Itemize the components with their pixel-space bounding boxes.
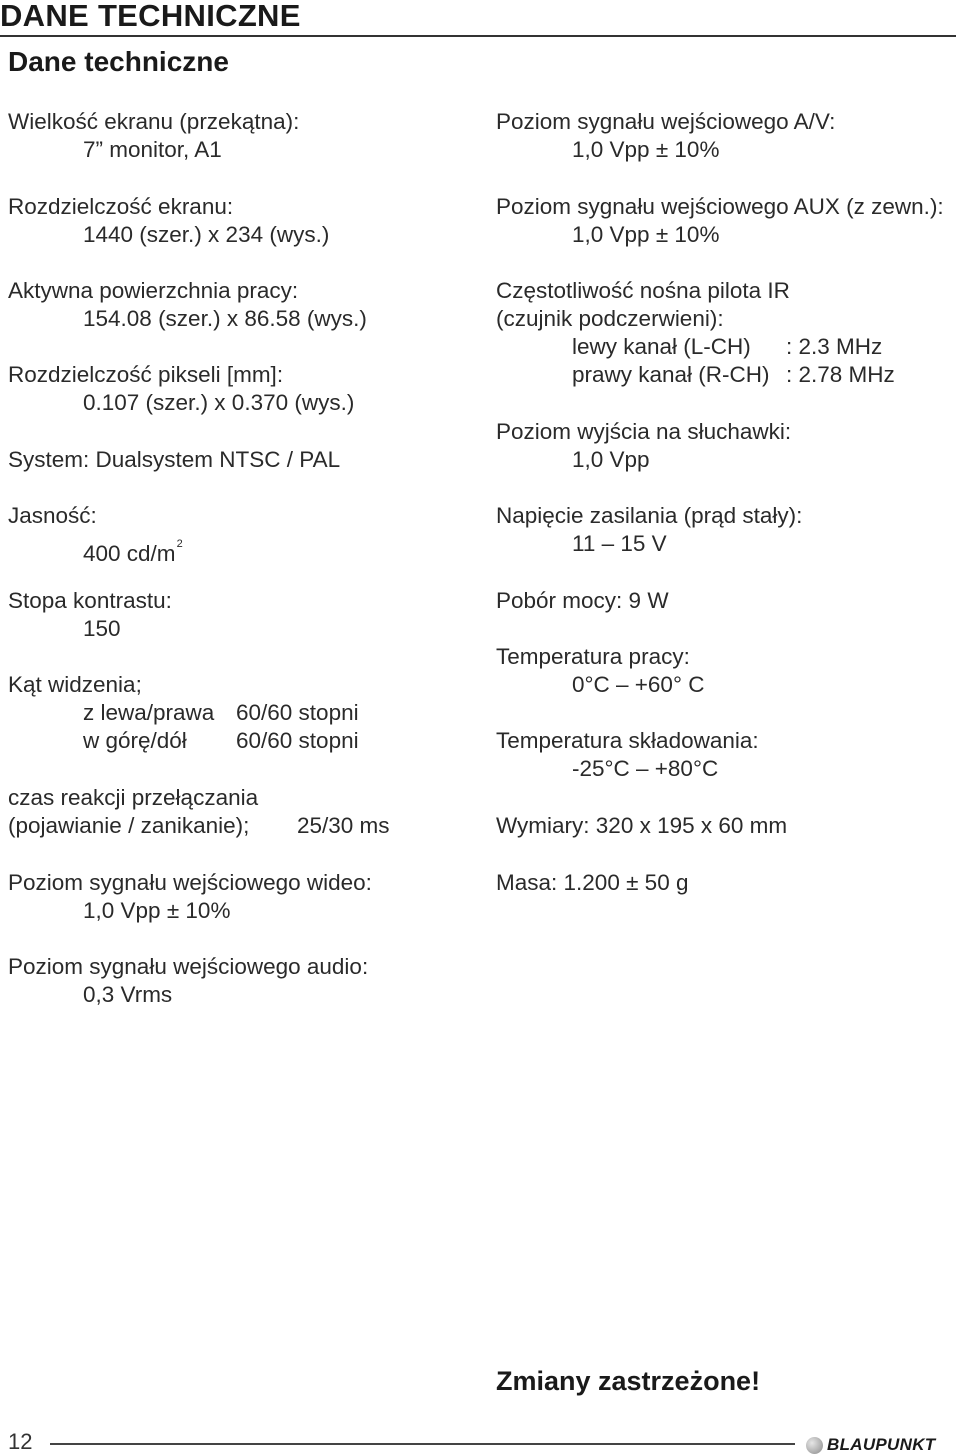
- aux-input-value: 1,0 Vpp ± 10%: [572, 222, 720, 247]
- brightness-value: [83, 530, 183, 568]
- ir-right-channel-value: : 2.78 MHz: [786, 362, 895, 387]
- headphone-output-value: 1,0 Vpp: [572, 447, 650, 472]
- av-input-value: 1,0 Vpp ± 10%: [572, 137, 720, 162]
- ir-left-channel-value: : 2.3 MHz: [786, 334, 883, 359]
- storage-temp-value: -25°C – +80°C: [572, 756, 719, 781]
- ir-right-channel-label: prawy kanał (R-CH): [572, 362, 770, 387]
- contrast-value: 150: [83, 616, 121, 641]
- brand-name: BLAUPUNKT: [827, 1435, 936, 1454]
- power-consumption: Pobór mocy: 9 W: [496, 588, 669, 613]
- headphone-output-label: Poziom wyjścia na słuchawki:: [496, 419, 792, 444]
- video-input-value: 1,0 Vpp ± 10%: [83, 898, 231, 923]
- header-title: DANE TECHNICZNE: [0, 0, 301, 33]
- ir-label-line2: (czujnik podczerwieni):: [496, 306, 724, 331]
- active-area-value: 154.08 (szer.) x 86.58 (wys.): [83, 306, 367, 331]
- dimensions: Wymiary: 320 x 195 x 60 mm: [496, 813, 788, 838]
- page-number: 12: [8, 1429, 33, 1454]
- screen-size-value: 7” monitor, A1: [83, 137, 222, 162]
- pixel-resolution-label: Rozdzielczość pikseli [mm]:: [8, 362, 284, 387]
- brightness-unit-superscript: 2: [176, 538, 183, 550]
- section-title: Dane techniczne: [8, 46, 229, 77]
- aux-input-label: Poziom sygnału wejściowego AUX (z zewn.):: [496, 194, 944, 219]
- supply-voltage-label: Napięcie zasilania (prąd stały):: [496, 503, 803, 528]
- contrast-label: Stopa kontrastu:: [8, 588, 172, 613]
- video-input-label: Poziom sygnału wejściowego wideo:: [8, 870, 372, 895]
- resolution-value: 1440 (szer.) x 234 (wys.): [83, 222, 330, 247]
- ir-label-line1: Częstotliwość nośna pilota IR: [496, 278, 790, 303]
- changes-reserved-notice: Zmiany zastrzeżone!: [496, 1366, 761, 1396]
- response-label-line1: czas reakcji przełączania: [8, 785, 259, 810]
- view-angle-ud-label: w górę/dół: [83, 728, 187, 753]
- footer-rule: [50, 1443, 795, 1445]
- view-angle-label: Kąt widzenia;: [8, 672, 142, 697]
- active-area-label: Aktywna powierzchnia pracy:: [8, 278, 299, 303]
- pixel-resolution-value: 0.107 (szer.) x 0.370 (wys.): [83, 390, 355, 415]
- resolution-label: Rozdzielczość ekranu:: [8, 194, 234, 219]
- brightness-value-text: 400 cd/m: [83, 541, 176, 566]
- header-rule: [0, 35, 956, 37]
- brand-logo: [806, 1434, 935, 1456]
- view-angle-lr-label: z lewa/prawa: [83, 700, 215, 725]
- av-input-label: Poziom sygnału wejściowego A/V:: [496, 109, 836, 134]
- supply-voltage-value: 11 – 15 V: [572, 531, 667, 556]
- brand-dot-icon: [806, 1437, 823, 1454]
- mass: Masa: 1.200 ± 50 g: [496, 870, 689, 895]
- audio-input-label: Poziom sygnału wejściowego audio:: [8, 954, 369, 979]
- view-angle-ud-value: 60/60 stopni: [236, 728, 359, 753]
- ir-left-channel-label: lewy kanał (L-CH): [572, 334, 751, 359]
- storage-temp-label: Temperatura składowania:: [496, 728, 759, 753]
- view-angle-lr-value: 60/60 stopni: [236, 700, 359, 725]
- operating-temp-label: Temperatura pracy:: [496, 644, 690, 669]
- brightness-label: Jasność:: [8, 503, 97, 528]
- audio-input-value: 0,3 Vrms: [83, 982, 173, 1007]
- operating-temp-value: 0°C – +60° C: [572, 672, 705, 697]
- response-value: 25/30 ms: [297, 813, 390, 838]
- system-line: System: Dualsystem NTSC / PAL: [8, 447, 341, 472]
- response-label-line2: (pojawianie / zanikanie);: [8, 813, 250, 838]
- screen-size-label: Wielkość ekranu (przekątna):: [8, 109, 300, 134]
